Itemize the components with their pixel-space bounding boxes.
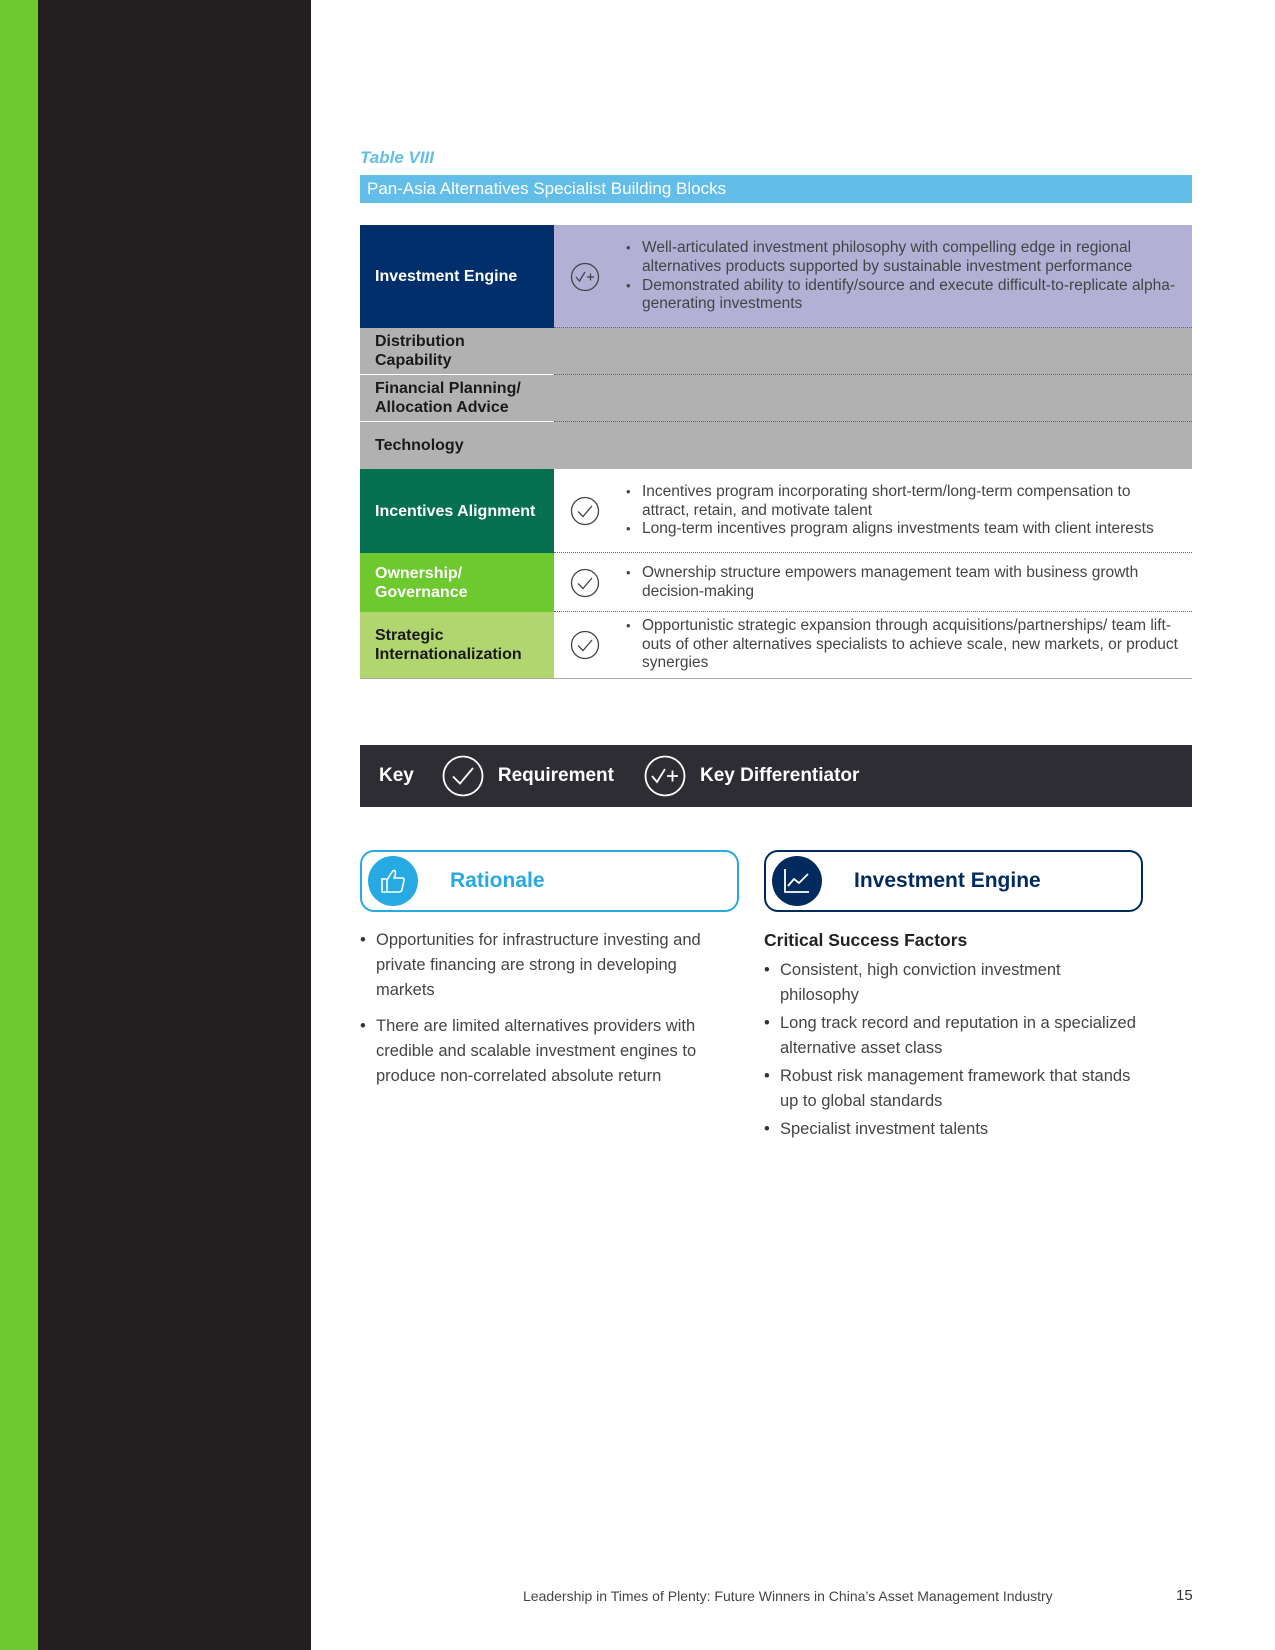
row-label: Incentives Alignment <box>360 469 554 553</box>
list-item: • Opportunistic strategic expansion through acquisitions/partnerships/ team lift-outs of other alternatives specialists to achieve scale, new markets, or product synergies <box>626 617 1178 673</box>
row-empty-content <box>554 375 1192 422</box>
key-differentiator-label: Key Differentiator <box>700 765 860 786</box>
table-label: Table VIII <box>360 148 435 167</box>
check-plus-icon <box>570 262 600 292</box>
green-side-strip <box>0 0 38 1650</box>
page-footer: Leadership in Times of Plenty: Future Winners in China’s Asset Management Industry <box>523 1588 1053 1604</box>
line-chart-icon <box>772 856 822 906</box>
key-requirement <box>442 755 614 797</box>
row-label: Investment Engine <box>360 225 554 328</box>
table-row-financial-planning <box>360 375 1192 422</box>
row-content <box>616 469 1192 553</box>
check-icon <box>570 630 600 660</box>
list-item: • There are limited alternatives providers with credible and scalable investment engines to produce non-correlated absolute return <box>360 1014 730 1089</box>
check-icon <box>570 568 600 598</box>
row-content <box>616 553 1192 612</box>
list-item: • Incentives program incorporating short-term/long-term compensation to attract, retain, and motivate talent <box>626 483 1178 520</box>
key-label: Key <box>379 765 414 786</box>
check-plus-icon <box>644 755 686 797</box>
list-item: • Opportunities for infrastructure investing and private financing are strong in developing markets <box>360 928 730 1003</box>
icon-cell <box>554 225 616 328</box>
legend-key-bar <box>360 745 1192 807</box>
list-item: • Robust risk management framework that stands up to global standards <box>764 1064 1144 1114</box>
row-label: Strategic Internationalization <box>360 612 554 678</box>
thumbs-up-icon <box>368 856 418 906</box>
list-item: • Well-articulated investment philosophy with compelling edge in regional alternatives products supported by sustainable investment performance <box>626 239 1178 276</box>
table-row-incentives-alignment <box>360 469 1192 553</box>
key-requirement-label: Requirement <box>497 765 614 786</box>
row-content <box>616 225 1192 328</box>
row-label: Technology <box>360 422 554 469</box>
list-item: • Long track record and reputation in a specialized alternative asset class <box>764 1011 1144 1061</box>
table-row-ownership-governance <box>360 553 1192 612</box>
table-row-distribution-capability <box>360 328 1192 375</box>
investment-engine-header <box>764 850 1143 912</box>
key-differentiator <box>644 755 859 797</box>
check-icon <box>570 496 600 526</box>
check-icon <box>442 755 484 797</box>
list-item: • Ownership structure empowers management team with business growth decision-making <box>626 564 1178 601</box>
table-row-investment-engine <box>360 225 1192 328</box>
list-item: • Demonstrated ability to identify/source and execute difficult-to-replicate alpha-generating investments <box>626 277 1178 314</box>
rationale-list <box>360 928 730 1100</box>
page-number: 15 <box>1176 1587 1193 1604</box>
icon-cell <box>554 553 616 612</box>
table-title: Pan-Asia Alternatives Specialist Building Blocks <box>360 175 1192 203</box>
dark-side-panel <box>38 0 311 1650</box>
list-item: • Consistent, high conviction investment philosophy <box>764 958 1144 1008</box>
list-item: • Specialist investment talents <box>764 1117 1144 1142</box>
row-label: Ownership/ Governance <box>360 553 554 612</box>
icon-cell <box>554 612 616 678</box>
row-empty-content <box>554 422 1192 469</box>
rationale-title: Rationale <box>450 869 545 892</box>
table-row-technology <box>360 422 1192 469</box>
row-empty-content <box>554 328 1192 375</box>
icon-cell <box>554 469 616 553</box>
building-blocks-table <box>360 225 1192 679</box>
investment-engine-title: Investment Engine <box>854 869 1041 892</box>
critical-success-factors-list <box>764 958 1144 1145</box>
table-row-strategic-internationalization <box>360 612 1192 679</box>
row-label: Distribution Capability <box>360 328 554 375</box>
row-content <box>616 612 1192 678</box>
row-label: Financial Planning/ Allocation Advice <box>360 375 554 422</box>
rationale-header <box>360 850 739 912</box>
critical-success-factors-title: Critical Success Factors <box>764 930 968 950</box>
list-item: • Long-term incentives program aligns investments team with client interests <box>626 520 1178 539</box>
